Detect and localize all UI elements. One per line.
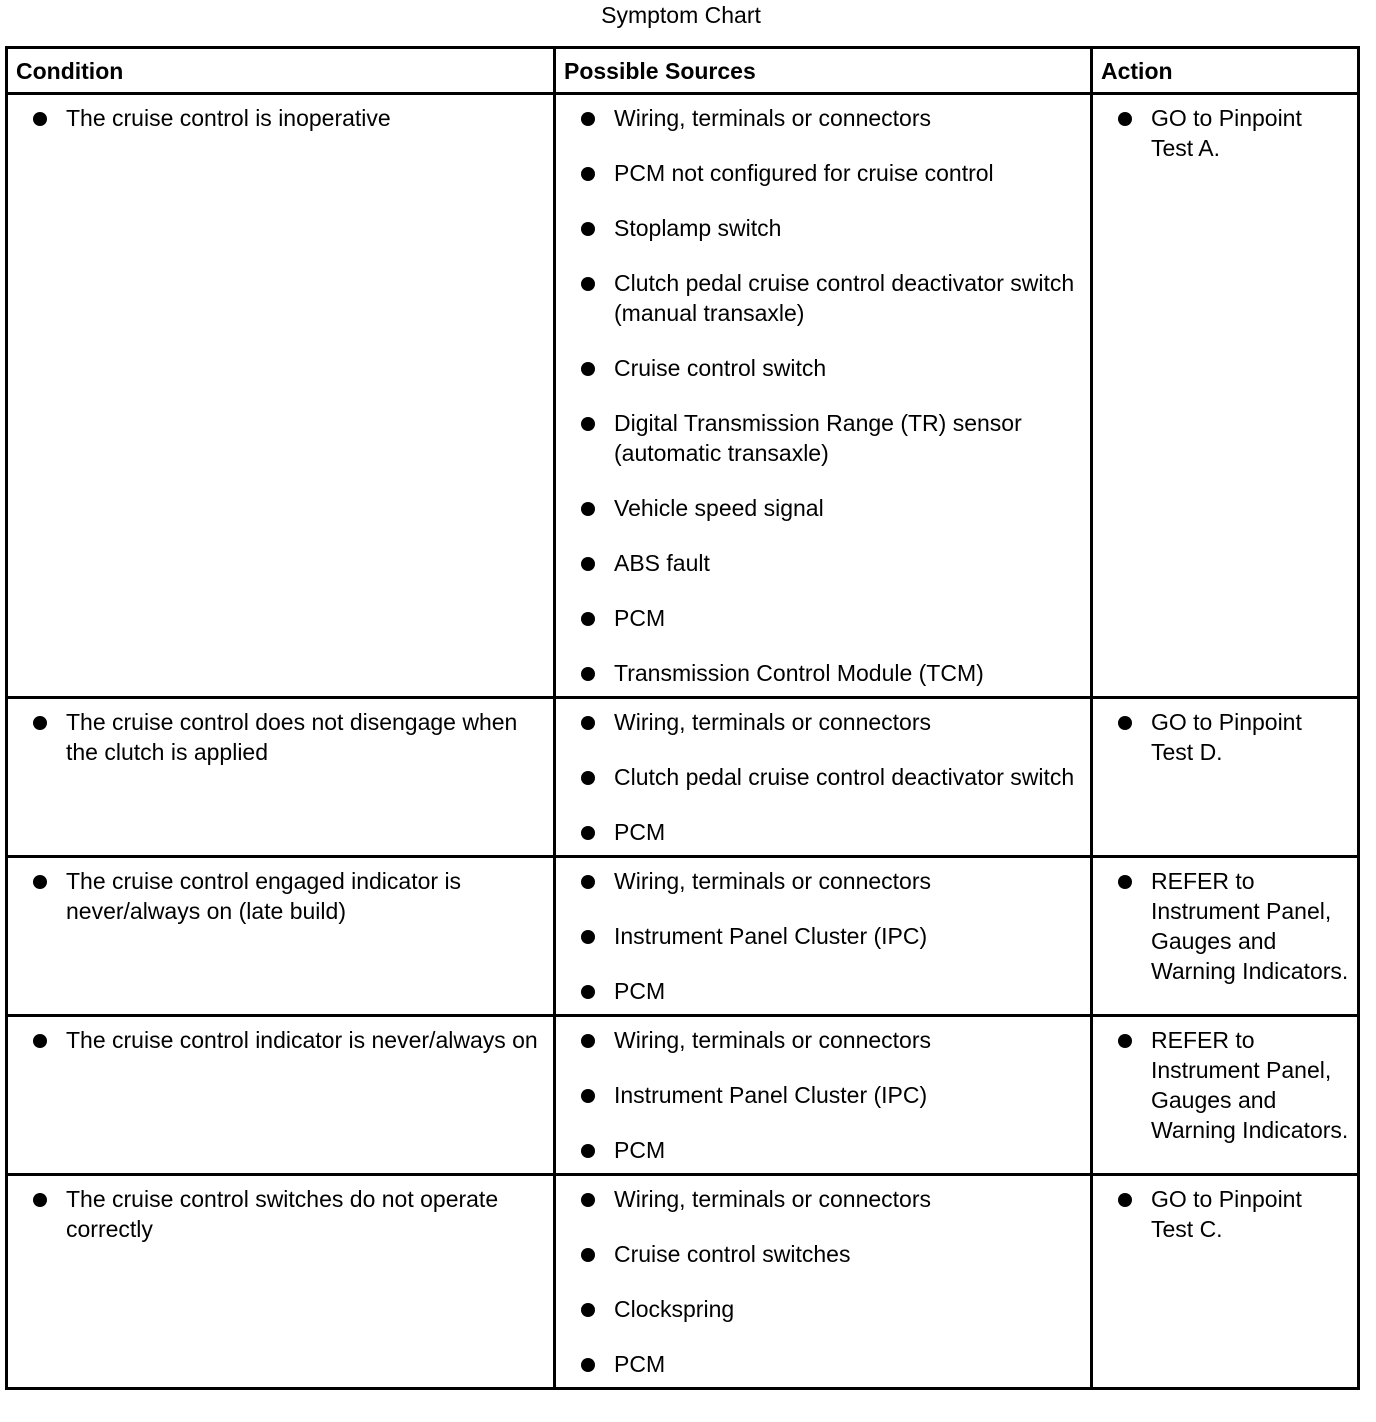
bullet-icon bbox=[581, 1089, 595, 1103]
bullet-icon bbox=[581, 1034, 595, 1048]
list-item bbox=[556, 762, 1082, 792]
list-item bbox=[556, 213, 1082, 243]
condition-text: The cruise control switches do not operate correctly bbox=[66, 1186, 499, 1242]
action-cell bbox=[1092, 698, 1359, 857]
source-text: PCM bbox=[614, 605, 666, 631]
list-item bbox=[556, 268, 1082, 328]
list-item bbox=[556, 548, 1082, 578]
list-item bbox=[556, 1349, 1082, 1379]
bullet-icon bbox=[581, 985, 595, 999]
source-text: Clutch pedal cruise control deactivator switch (manual transaxle) bbox=[614, 270, 1075, 326]
source-text: Wiring, terminals or connectors bbox=[614, 1027, 931, 1053]
bullet-icon bbox=[581, 716, 595, 730]
table-row bbox=[7, 1016, 1359, 1175]
bullet-icon bbox=[581, 612, 595, 626]
bullet-icon bbox=[581, 875, 595, 889]
list-item bbox=[556, 1239, 1082, 1269]
source-text: Instrument Panel Cluster (IPC) bbox=[614, 1082, 928, 1108]
possible-sources-cell bbox=[555, 1016, 1092, 1175]
list-item bbox=[556, 408, 1082, 468]
condition-cell bbox=[7, 1175, 555, 1389]
source-text: Clockspring bbox=[614, 1296, 735, 1322]
list-item bbox=[556, 707, 1082, 737]
list-item bbox=[556, 866, 1082, 896]
chart-title: Symptom Chart bbox=[601, 2, 761, 28]
source-text: Wiring, terminals or connectors bbox=[614, 105, 931, 131]
list-item bbox=[556, 817, 1082, 847]
bullet-icon bbox=[581, 826, 595, 840]
action-cell bbox=[1092, 94, 1359, 698]
bullet-icon bbox=[581, 167, 595, 181]
source-text: Wiring, terminals or connectors bbox=[614, 1186, 931, 1212]
source-text: PCM bbox=[614, 1351, 666, 1377]
bullet-icon bbox=[581, 277, 595, 291]
condition-text: The cruise control is inoperative bbox=[66, 105, 391, 131]
condition-cell bbox=[7, 1016, 555, 1175]
source-text: PCM not configured for cruise control bbox=[614, 160, 994, 186]
header-action: Action bbox=[1092, 48, 1359, 94]
list-item bbox=[8, 707, 545, 767]
possible-sources-cell bbox=[555, 698, 1092, 857]
table-row bbox=[7, 857, 1359, 1016]
table-row bbox=[7, 1175, 1359, 1389]
action-cell bbox=[1092, 1175, 1359, 1389]
action-text: GO to Pinpoint Test A. bbox=[1151, 105, 1302, 161]
list-item bbox=[556, 921, 1082, 951]
possible-sources-cell bbox=[555, 94, 1092, 698]
source-text: PCM bbox=[614, 978, 666, 1004]
condition-text: The cruise control indicator is never/always on bbox=[66, 1027, 538, 1053]
header-condition: Condition bbox=[7, 48, 555, 94]
bullet-icon bbox=[33, 1034, 47, 1048]
source-text: Digital Transmission Range (TR) sensor (automatic transaxle) bbox=[614, 410, 1022, 466]
bullet-icon bbox=[581, 362, 595, 376]
condition-cell bbox=[7, 857, 555, 1016]
list-item bbox=[556, 1025, 1082, 1055]
header-possible-sources: Possible Sources bbox=[555, 48, 1092, 94]
action-cell bbox=[1092, 1016, 1359, 1175]
list-item bbox=[8, 1025, 545, 1055]
list-item bbox=[1093, 103, 1349, 163]
bullet-icon bbox=[1118, 1034, 1132, 1048]
source-text: Instrument Panel Cluster (IPC) bbox=[614, 923, 928, 949]
bullet-icon bbox=[1118, 1193, 1132, 1207]
list-item bbox=[556, 158, 1082, 188]
list-item bbox=[556, 1184, 1082, 1214]
bullet-icon bbox=[581, 417, 595, 431]
condition-text: The cruise control does not disengage when the clutch is applied bbox=[66, 709, 518, 765]
condition-text: The cruise control engaged indicator is never/always on (late build) bbox=[66, 868, 462, 924]
bullet-icon bbox=[581, 1144, 595, 1158]
list-item bbox=[1093, 866, 1349, 986]
source-text: Clutch pedal cruise control deactivator switch bbox=[614, 764, 1075, 790]
bullet-icon bbox=[581, 112, 595, 126]
bullet-icon bbox=[581, 771, 595, 785]
possible-sources-cell bbox=[555, 1175, 1092, 1389]
table-row bbox=[7, 698, 1359, 857]
bullet-icon bbox=[33, 1193, 47, 1207]
source-text: Wiring, terminals or connectors bbox=[614, 868, 931, 894]
bullet-icon bbox=[33, 875, 47, 889]
bullet-icon bbox=[581, 222, 595, 236]
list-item bbox=[8, 866, 545, 926]
source-text: ABS fault bbox=[614, 550, 710, 576]
source-text: PCM bbox=[614, 819, 666, 845]
action-text: REFER to Instrument Panel, Gauges and Warning Indicators. bbox=[1151, 1027, 1349, 1143]
list-item bbox=[556, 976, 1082, 1006]
source-text: Vehicle speed signal bbox=[614, 495, 824, 521]
list-item bbox=[556, 658, 1082, 688]
list-item bbox=[556, 603, 1082, 633]
action-text: GO to Pinpoint Test C. bbox=[1151, 1186, 1302, 1242]
bullet-icon bbox=[581, 667, 595, 681]
symptom-table bbox=[5, 46, 1360, 1390]
bullet-icon bbox=[581, 1358, 595, 1372]
bullet-icon bbox=[581, 557, 595, 571]
bullet-icon bbox=[33, 112, 47, 126]
list-item bbox=[556, 103, 1082, 133]
list-item bbox=[556, 1080, 1082, 1110]
header-row bbox=[7, 48, 1359, 94]
condition-cell bbox=[7, 94, 555, 698]
list-item bbox=[1093, 707, 1349, 767]
list-item bbox=[556, 1294, 1082, 1324]
condition-cell bbox=[7, 698, 555, 857]
bullet-icon bbox=[1118, 875, 1132, 889]
bullet-icon bbox=[581, 502, 595, 516]
table-row bbox=[7, 94, 1359, 698]
source-text: Cruise control switch bbox=[614, 355, 827, 381]
list-item bbox=[1093, 1184, 1349, 1244]
list-item bbox=[556, 1135, 1082, 1165]
source-text: Transmission Control Module (TCM) bbox=[614, 660, 984, 686]
list-item bbox=[8, 103, 545, 133]
bullet-icon bbox=[581, 1248, 595, 1262]
list-item bbox=[8, 1184, 545, 1244]
bullet-icon bbox=[581, 1193, 595, 1207]
list-item bbox=[556, 493, 1082, 523]
list-item bbox=[556, 353, 1082, 383]
bullet-icon bbox=[581, 1303, 595, 1317]
bullet-icon bbox=[33, 716, 47, 730]
list-item bbox=[1093, 1025, 1349, 1145]
bullet-icon bbox=[581, 930, 595, 944]
action-cell bbox=[1092, 857, 1359, 1016]
source-text: Wiring, terminals or connectors bbox=[614, 709, 931, 735]
source-text: Cruise control switches bbox=[614, 1241, 851, 1267]
action-text: REFER to Instrument Panel, Gauges and Warning Indicators. bbox=[1151, 868, 1349, 984]
bullet-icon bbox=[1118, 716, 1132, 730]
source-text: PCM bbox=[614, 1137, 666, 1163]
action-text: GO to Pinpoint Test D. bbox=[1151, 709, 1302, 765]
bullet-icon bbox=[1118, 112, 1132, 126]
source-text: Stoplamp switch bbox=[614, 215, 782, 241]
table-body bbox=[7, 94, 1359, 1389]
possible-sources-cell bbox=[555, 857, 1092, 1016]
